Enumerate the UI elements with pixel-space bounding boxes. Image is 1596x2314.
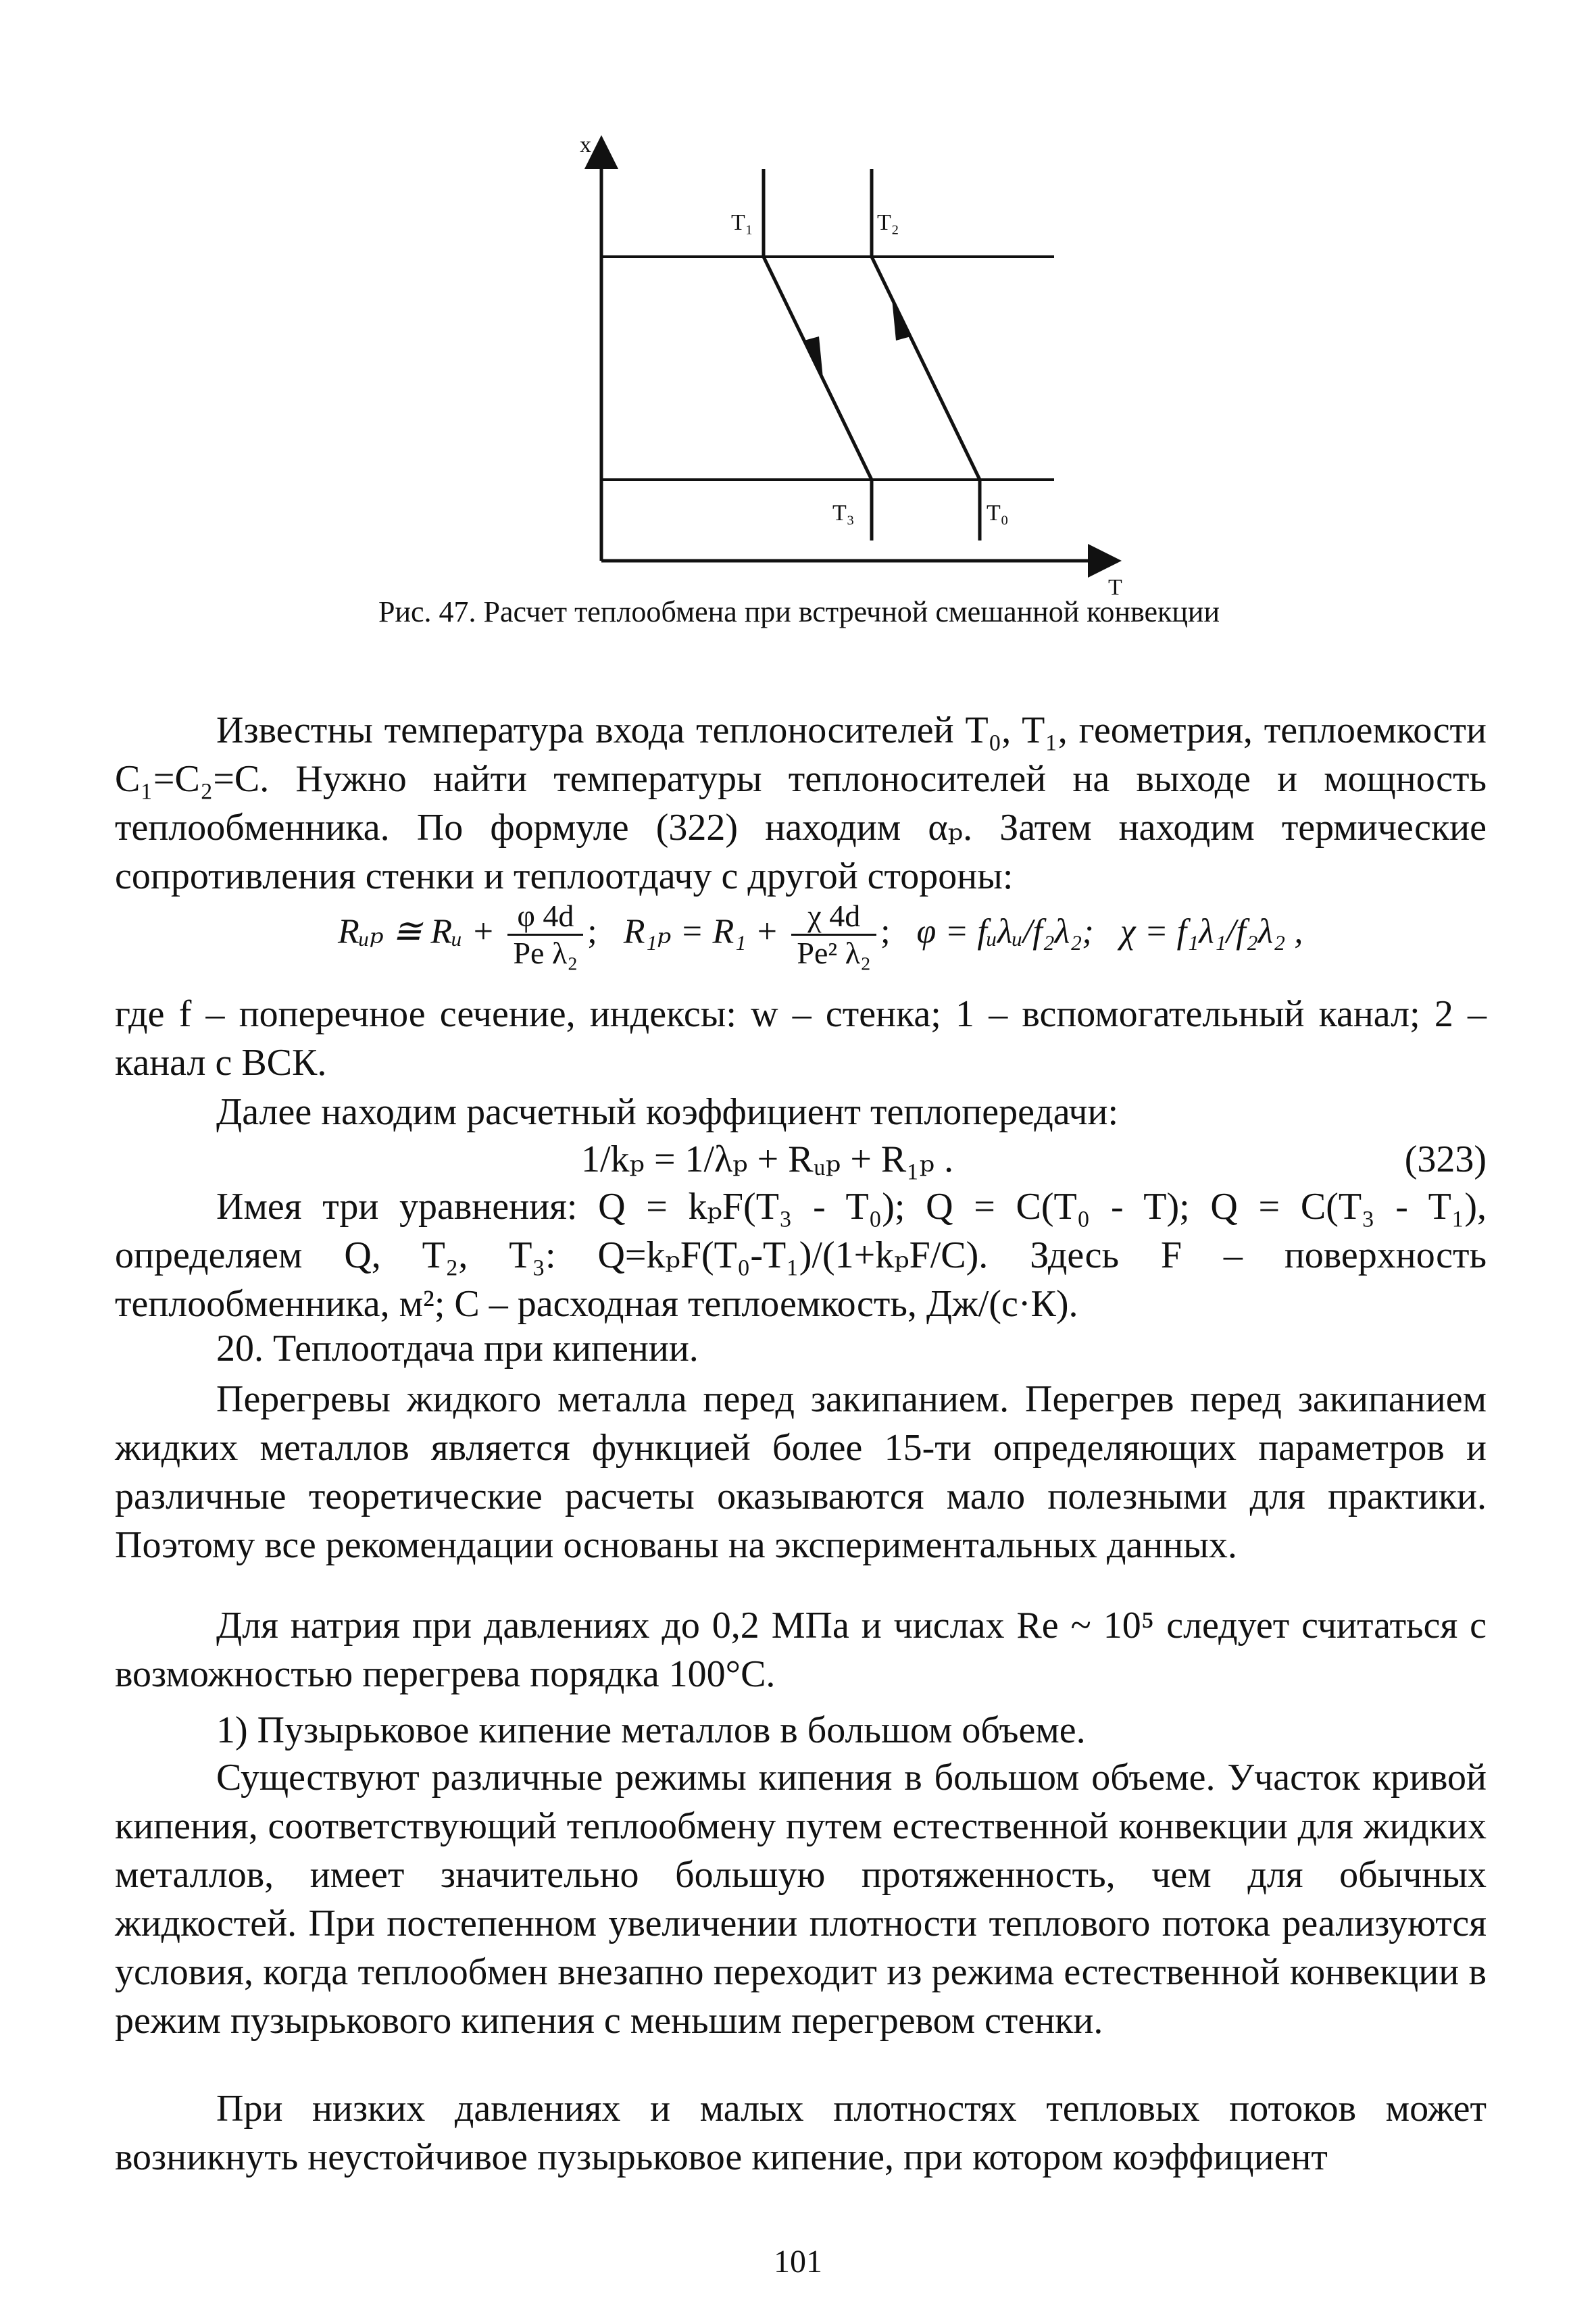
fraction-chi-numerator: χ 4d xyxy=(791,899,876,936)
fraction-phi xyxy=(507,899,583,971)
paragraph-1: Известны температура входа теплоносителей T₀, T₁, геометрия, теплоемкости C₁=C₂=C. Нужно найти температуры теплоносителей на выходе и мощность теплообменника. По формуле (322) находим αₚ. Затем находим термические сопротивления стенки и теплоотдачу с другой стороны: xyxy=(115,709,1487,897)
heat-exchange-diagram xyxy=(554,122,1122,608)
paragraph-2: где f – поперечное сечение, индексы: w – стенка; 1 – вспомогательный канал; 2 – канал с ВСК. xyxy=(115,993,1487,1084)
formula-rwp: Rᵤₚ ≅ Rᵤ + xyxy=(338,912,495,951)
paragraph-3: Далее находим расчетный коэффициент теплопередачи: xyxy=(216,1091,1119,1133)
label-t0: T₀ xyxy=(987,501,1009,526)
equation-323-expression: 1/kₚ = 1/λₚ + Rᵤₚ + R₁ₚ . xyxy=(581,1138,954,1180)
formula-separator-2: ; xyxy=(880,912,891,951)
fraction-chi xyxy=(791,899,876,971)
label-t1: T₁ xyxy=(731,210,753,235)
fraction-phi-numerator: φ 4d xyxy=(507,899,583,936)
formula-separator-1: ; xyxy=(587,912,597,951)
fraction-phi-denominator: Pe λ₂ xyxy=(513,936,578,970)
formula-resistances xyxy=(338,899,1303,971)
axis-t-label: T xyxy=(1108,575,1122,600)
formula-chi: χ = f₁λ₁/f₂λ₂ , xyxy=(1120,912,1303,951)
flow-line-up xyxy=(872,257,980,480)
formula-phi: φ = fᵤλᵤ/f₂λ₂; xyxy=(916,912,1094,951)
page-number: 101 xyxy=(774,2244,822,2280)
label-t2: T₂ xyxy=(877,210,899,235)
figure-caption: Рис. 47. Расчет теплообмена при встречной смешанной конвекции xyxy=(378,595,1220,628)
axis-x-label: x xyxy=(580,132,591,157)
section-heading-20: 20. Теплоотдача при кипении. xyxy=(216,1328,699,1369)
label-t3: T₃ xyxy=(832,501,855,526)
paragraph-5: Перегревы жидкого металла перед закипанием. Перегрев перед закипанием жидких металлов является функцией более 15-ти определяющих параметров и различные теоретические расчеты оказываются мало полезными для практики. Поэтому все рекомендации основаны на экспериментальных данных. xyxy=(115,1378,1487,1566)
paragraph-4: Имея три уравнения: Q = kₚF(T₃ - T₀); Q = C(T₀ - T); Q = C(T₃ - T₁), определяем Q, T₂, T₃: Q=kₚF(T₀-T₁)/(1+kₚF/C). Здесь F – поверхность теплообменника, м²; C – расходная теплоемкость, Дж/(с·К). xyxy=(115,1186,1487,1325)
flow-arrow-up xyxy=(892,299,911,341)
paragraph-6: Для натрия при давлениях до 0,2 МПа и числах Re ~ 10⁵ следует считаться с возможностью перегрева порядка 100°С. xyxy=(115,1605,1487,1695)
flow-arrow-down xyxy=(804,336,823,378)
formula-r1p: R₁ₚ = R₁ + xyxy=(623,912,779,951)
equation-323-number: (323) xyxy=(1404,1138,1487,1180)
paragraph-8: При низких давлениях и малых плотностях тепловых потоков может возникнуть неустойчивое пузырьковое кипение, при котором коэффициент xyxy=(115,2088,1487,2178)
subsection-heading-1: 1) Пузырьковое кипение металлов в большом объеме. xyxy=(216,1709,1086,1751)
fraction-chi-denominator: Pe² λ₂ xyxy=(797,936,872,970)
paragraph-7: Существуют различные режимы кипения в большом объеме. Участок кривой кипения, соответствующий теплообмену путем естественной конвекции для жидких металлов, имеет значительно большую протяженность, чем для обычных жидкостей. При постепенном увеличении плотности теплового потока реализуются условия, когда теплообмен внезапно переходит из режима естественной конвекции в режим пузырькового кипения с меньшим перегревом стенки. xyxy=(115,1757,1487,2042)
flow-line-down xyxy=(764,257,872,480)
